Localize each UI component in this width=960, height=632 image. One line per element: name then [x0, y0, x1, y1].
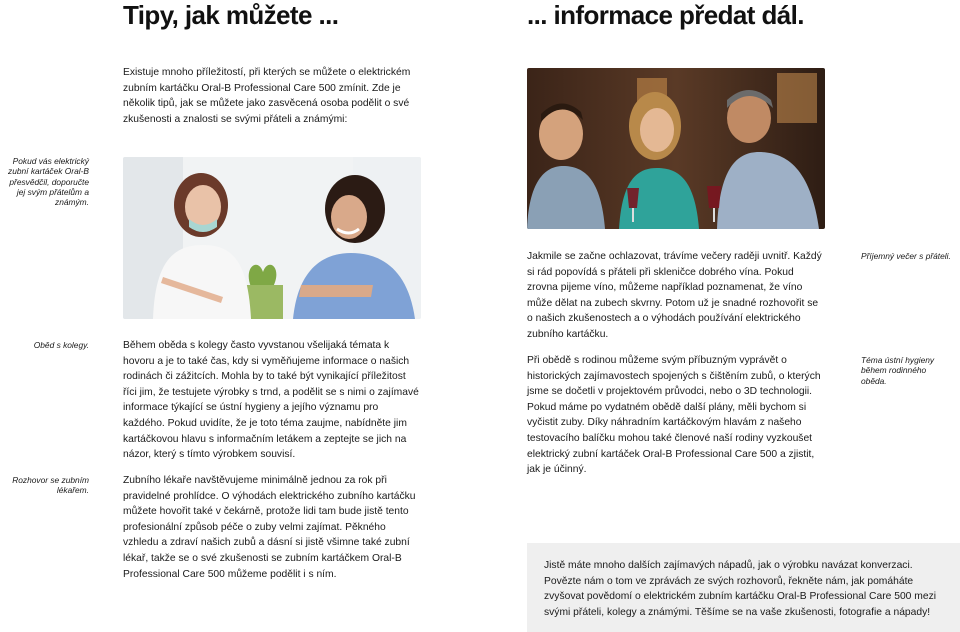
intro-text: Existuje mnoho příležitostí, při kterých se můžete o elektrickém zubním kartáčku Oral-B Professional Care 500 zmínit. Zde je několik tipů, jak se můžete jako zasvěcená osoba podělit o své zkušenosti a znalosti se svými přáteli a známými: [123, 67, 411, 125]
friends-wine-photo [527, 68, 825, 229]
heading-left: Tipy, jak můžete ... [123, 0, 339, 30]
heading-right: ... informace předat dál. [527, 0, 804, 30]
lunch-paragraph: Během oběda s kolegy často vyvstanou všelijaká témata k hovoru a je to také čas, kdy si vyměňujeme informace o našich rodinách či zážitcích. Mohla by to také být vynikající příležitost říci jim, že testujete výrobky s trnd, a podělit se s nimi o zajímavé informace týkající se ústní hygieny a jejího významu pro každého. Pokud uvidíte, že je toto téma zaujme, nabídněte jim kartáčkovou hlavu s informačním letákem a zeptejte se jich na názor, který s tímto výrobkem souvisí. [123, 340, 419, 461]
dentist-paragraph: Zubního lékaře navštěvujeme minimálně jednou za rok při pravidelné prohlídce. O výhodách elektrického zubního kartáčku můžete hovořit také v čekárně, protože lidi tam bude jistě tento profesionální způsob péče o zuby velmi zajímat. Pěkného vzhledu a zdraví našich zubů a dásní si jistě všimne také zubní lékař, takže se o své zkušenosti se zubním kartáčkem Oral-B Professional Care 500 můžeme podělit i s ním. [123, 475, 416, 580]
evening-paragraph: Jakmile se začne ochlazovat, trávíme večery raději uvnitř. Každý si rád popovídá s přáteli při skleničce dobrého vína. Pokud zrovna pijeme víno, můžeme například poznamenat, že víno může dělat na zubech skvrny. Potom už je snadné rozhovořit se o našich zkušenostech a o výhodách používání elektrického zubního kartáčku. [527, 251, 822, 340]
side-note-lunch: Oběd s kolegy. [33, 340, 89, 350]
closing-text: Jistě máte mnoho dalších zajímavých nápadů, jak o výrobku navázat konverzaci. Povězte nám o tom ve zprávách ze svých rozhovorů, řekněte nám, jak pomáháte zvyšovat povědomí o elektrickém zubním kartáčku Oral-B Professional Care 500 mezi svými přáteli, kolegy a známými. Těšíme se na vaše zkušenosti, fotografie a nápady! [544, 560, 937, 618]
side-note-recommend: Pokud vás elektrický zubní kartáček Oral-B přesvědčil, doporučte jej svým přátelům a známým. [8, 156, 89, 208]
closing-box [527, 543, 960, 632]
side-note-evening: Příjemný večer s přáteli. [861, 251, 951, 261]
side-note-family: Téma ústní hygieny během rodinného oběda. [861, 355, 935, 386]
dentist-patient-photo [123, 157, 421, 319]
family-paragraph: Při obědě s rodinou můžeme svým příbuzným vyprávět o historických zajímavostech spojených s čištěním zubů, o kterých jsme se dočetli v projektovém průvodci, nebo o 3D technologii. Pokud máme po vydatném obědě další plány, měli bychom si vyčistit zuby. Díky náhradním kartáčkovým hlavám z našeho testovacího balíčku mohou také členové naší rodiny vyzkoušet elektrický zubní kartáček Oral-B Professional Care 500 a zjistit, jak je účinný. [527, 355, 821, 476]
side-note-dentist: Rozhovor se zubním lékařem. [12, 475, 89, 496]
